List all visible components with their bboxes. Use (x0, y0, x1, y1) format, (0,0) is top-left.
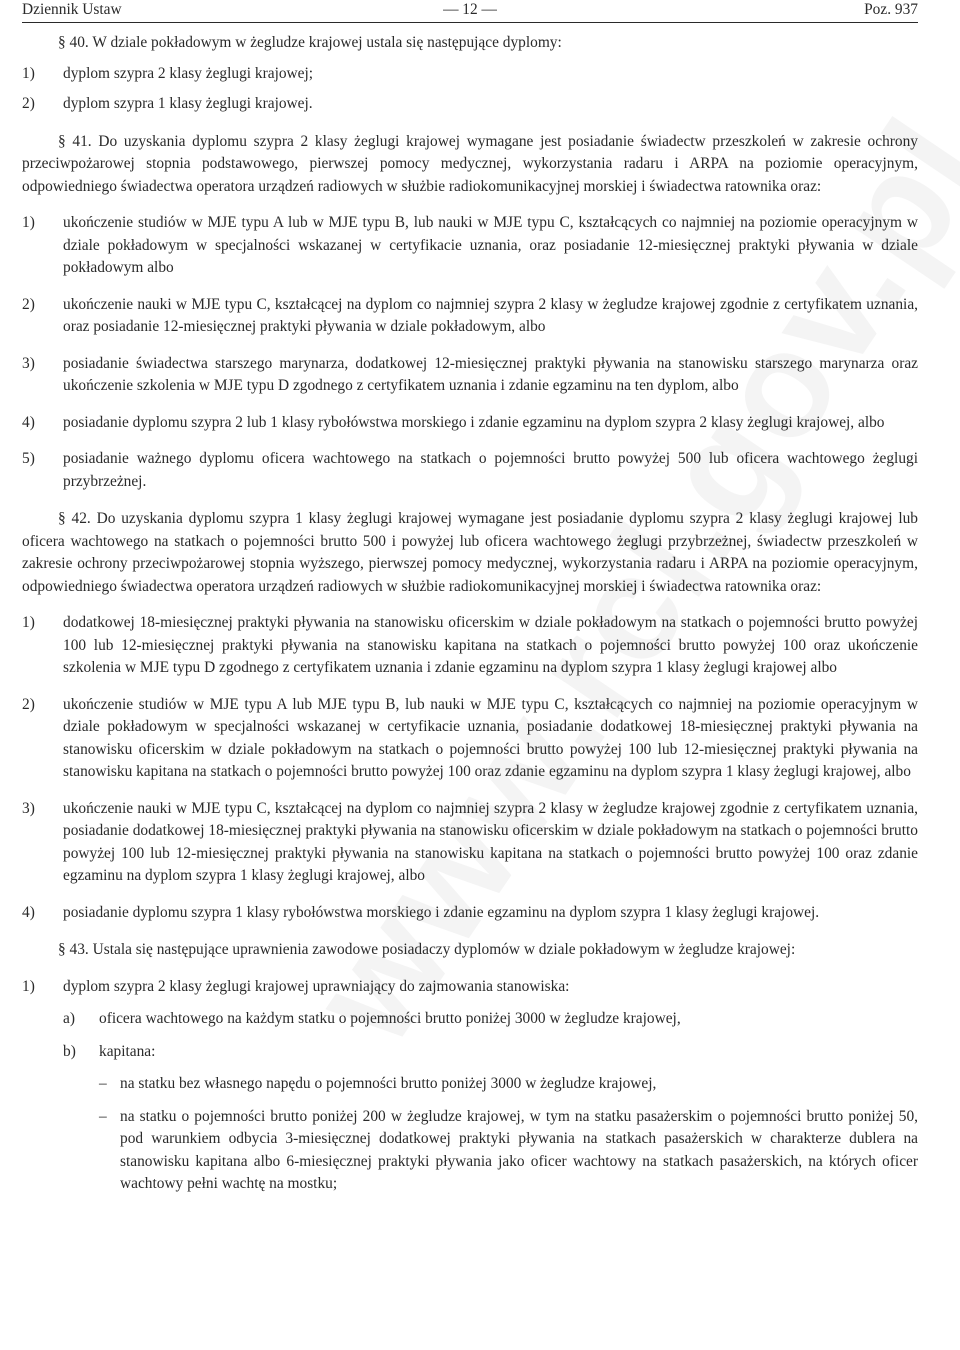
journal-title: Dziennik Ustaw (22, 1, 122, 18)
s41-item-1 (22, 212, 918, 280)
s42-item-2 (22, 694, 918, 784)
item-number: 1) (22, 214, 35, 231)
s43-dash-2 (22, 1106, 918, 1196)
item-number: 5) (22, 450, 35, 467)
s42-item-3 (22, 798, 918, 888)
s43-dash-1 (22, 1073, 918, 1096)
item-number: 2) (22, 695, 35, 713)
s43-sub-b (22, 1041, 918, 1064)
item-number: 2) (22, 295, 35, 313)
item-number: 4) (22, 413, 35, 431)
s40-item-1 (22, 63, 918, 86)
item-text: ukończenie nauki w MJE typu C, kształcącej na dyplom co najmniej szypra 2 klasy w żegludze krajowej zgodnie z certyfikatem uznania, posiadanie dodatkowej 18-miesięcznej praktyki pływania na stanowisku oficerskim w dziale pokładowym na statkach o pojemności brutto powyżej 100 lub 12-miesięcznej praktyki pływania na stanowisku kapitana na statkach o pojemności brutto powyżej 100 oraz zdanie egzaminu na dyplom szypra 1 klasy żeglugi krajowej, albo (63, 799, 918, 884)
page-header (22, 0, 918, 24)
item-number: 1) (22, 64, 35, 82)
item-text: ukończenie studiów w MJE typu A lub w MJE typu B, lub nauki w MJE typu C, kształcących co najmniej na poziomie operacyjnym w dziale pokładowym w specjalności wskazanej w certyfikacie uznania, oraz posiadanie 12-miesięcznej praktyki pływania w dziale pokładowym albo (63, 214, 918, 276)
item-number: 4) (22, 903, 35, 921)
s43-item-1 (22, 976, 918, 999)
s41-item-5 (22, 448, 918, 493)
dash-text: na statku bez własnego napędu o pojemności brutto poniżej 3000 w żegludze krajowej, (120, 1075, 657, 1092)
item-text: ukończenie studiów w MJE typu A lub MJE typu B, lub nauki w MJE typu C, kształcących co najmniej na poziomie operacyjnym w dziale pokładowym w specjalności wskazanej w certyfikacie uznania, posiadanie dodatkowej 18-miesięcznej praktyki pływania na stanowisku oficerskim w dziale pokładowym na statkach o pojemności brutto powyżej 100 lub 12-miesięcznej praktyki pływania na stanowisku kapitana na statkach o pojemności brutto powyżej 100 oraz zdanie egzaminu na dyplom szypra 1 klasy żeglugi krajowej, albo (63, 695, 918, 780)
section-43-intro: § 43. Ustala się następujące uprawnienia zawodowe posiadaczy dyplomów w dziale pokładowym w żegludze krajowej: (58, 941, 796, 958)
s41-item-4 (22, 412, 918, 435)
s43-sub-a (22, 1008, 918, 1031)
page-number: — 12 — (443, 1, 497, 18)
item-text: posiadanie dyplomu szypra 2 lub 1 klasy rybołówstwa morskiego i zdanie egzaminu na dyplom szypra 2 klasy żeglugi krajowej, albo (63, 413, 885, 431)
section-41-intro: § 41. Do uzyskania dyplomu szypra 2 klasy żeglugi krajowej wymagane jest posiadanie świadectw przeszkoleń w zakresie ochrony przeciwpożarowej stopnia podstawowego, pierwszej pomocy medycznej, wykorzystania radaru i ARPA na poziomie operacyjnym, odpowiedniego świadectwa operatora urządzeń radiowych w służbie radiokomunikacyjnej morskiej i świadectwa ratownika oraz: (22, 132, 918, 195)
item-text: ukończenie nauki w MJE typu C, kształcącej na dyplom co najmniej szypra 2 klasy w żegludze krajowej zgodnie z certyfikatem uznania, oraz posiadanie 12-miesięcznej praktyki pływania w dziale pokładowym, albo (63, 295, 918, 335)
item-text: dyplom szypra 1 klasy żeglugi krajowej. (63, 95, 313, 112)
dash-text: na statku o pojemności brutto poniżej 200 w żegludze krajowej, w tym na statku pasażerskim o pojemności brutto poniżej 50, pod warunkiem odbycia 3-miesięcznej dodatkowej praktyki pływania na statkach pasażerskich w charakterze dublera na stanowisku kapitana albo 6-miesięcznej praktyki pływania jako oficer wachtowy na statkach pasażerskich, na których oficer wachtowy pełni wachtę na mostku; (120, 1107, 918, 1192)
header-rule (22, 22, 918, 23)
s42-item-4 (22, 902, 918, 925)
section-42-intro: § 42. Do uzyskania dyplomu szypra 1 klasy żeglugi krajowej wymagane jest posiadanie dyplomu szypra 2 klasy żeglugi krajowej lub oficera wachtowego na statkach o pojemności brutto 500 i powyżej lub oficera wachtowego żeglugi przybrzeżnej, świadectw przeszkoleń w zakresie ochrony przeciwpożarowej stopnia wyższego, pierwszej pomocy medycznej, wykorzystania radaru i ARPA na poziomie operacyjnym, odpowiedniego świadectwa operatora urządzeń radiowych w służbie radiokomunikacyjnej morskiej i świadectwa ratownika oraz: (22, 510, 918, 595)
position-number: Poz. 937 (864, 1, 918, 18)
item-text: posiadanie ważnego dyplomu oficera wachtowego na statkach o pojemności brutto powyżej 500 lub oficera wachtowego żeglugi przybrzeżnej. (63, 450, 918, 490)
item-text: dyplom szypra 2 klasy żeglugi krajowej; (63, 64, 314, 82)
s41-item-2 (22, 294, 918, 339)
item-text: dyplom szypra 2 klasy żeglugi krajowej uprawniający do zajmowania stanowiska: (63, 977, 570, 995)
section-40-intro: § 40. W dziale pokładowym w żegludze krajowej ustala się następujące dyplomy: (58, 34, 562, 51)
s40-item-2 (22, 93, 918, 116)
sub-letter: b) (63, 1042, 76, 1060)
sub-letter: a) (63, 1010, 75, 1027)
sub-text: oficera wachtowego na każdym statku o pojemności brutto poniżej 3000 w żegludze krajowej, (99, 1010, 681, 1027)
item-text: posiadanie dyplomu szypra 1 klasy rybołówstwa morskiego i zdanie egzaminu na dyplom szypra 1 klasy żeglugi krajowej. (63, 903, 820, 921)
dash-mark: – (99, 1075, 107, 1092)
item-text: posiadanie świadectwa starszego marynarza, dodatkowej 12-miesięcznej praktyki pływania na stanowisku starszego marynarza oraz ukończenie szkolenia w MJE typu D zgodnego z certyfikatem uznania i zdanie egzaminu na ten dyplom, albo (63, 354, 918, 394)
s41-item-3 (22, 353, 918, 398)
dash-mark: – (99, 1107, 107, 1125)
item-number: 3) (22, 799, 35, 817)
item-number: 3) (22, 354, 35, 372)
sub-text: kapitana: (99, 1042, 156, 1060)
item-number: 2) (22, 95, 35, 112)
document-page (22, 0, 918, 1196)
item-text: dodatkowej 18-miesięcznej praktyki pływania na stanowisku oficerskim w dziale pokładowym na statkach o pojemności brutto powyżej 100 lub 12-miesięcznej praktyki pływania na stanowisku kapitana na statkach o pojemności brutto powyżej 100 oraz ukończenie szkolenia w MJE typu D zgodnego z certyfikatem uznania i zdanie egzaminu na dyplom szypra 1 klasy żeglugi krajowej albo (63, 614, 918, 676)
item-number: 1) (22, 977, 35, 995)
item-number: 1) (22, 614, 35, 631)
s42-item-1 (22, 612, 918, 680)
